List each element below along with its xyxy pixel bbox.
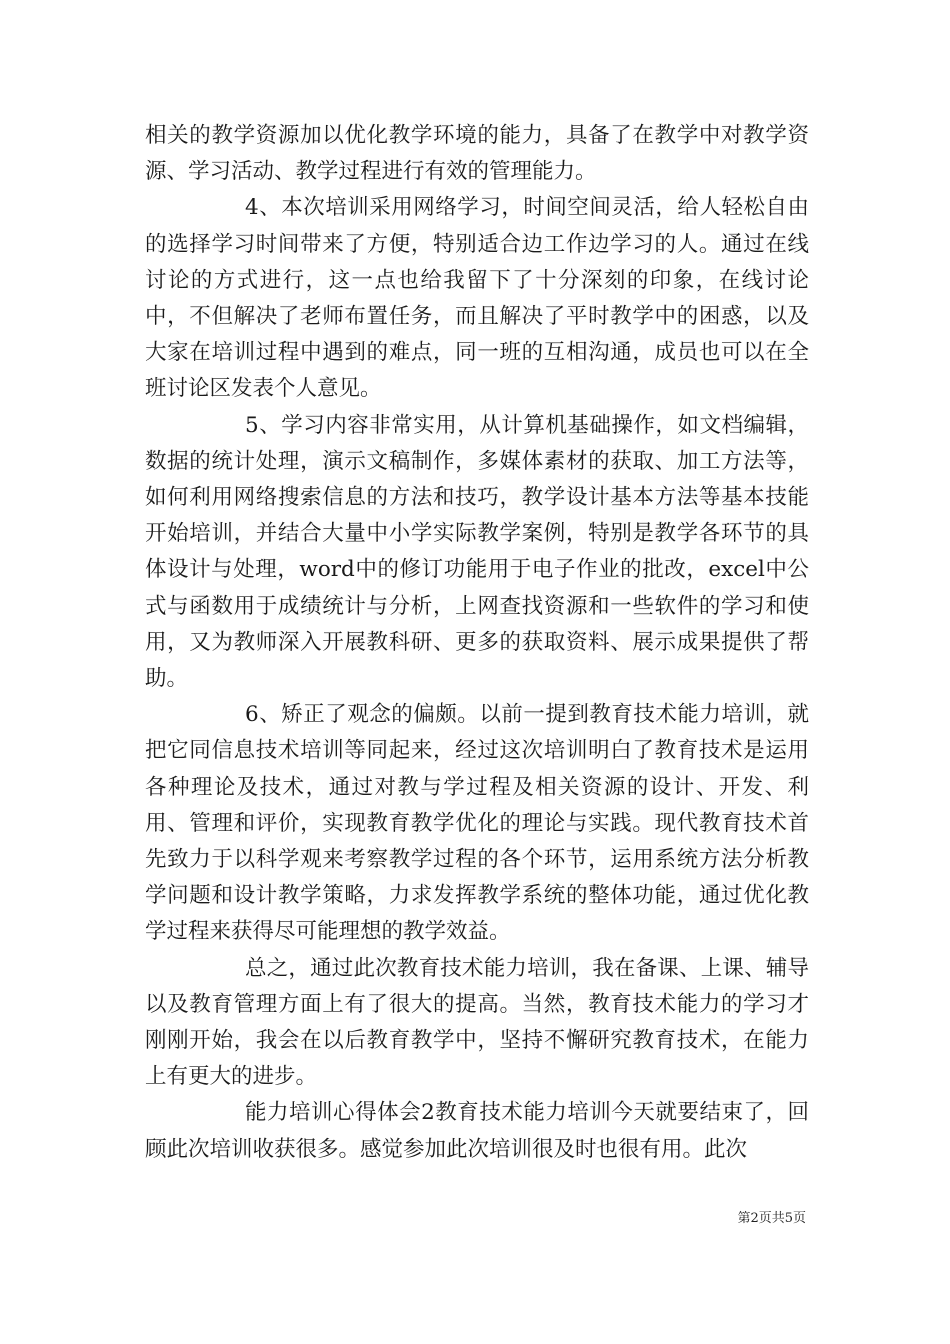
paragraph: 6、矫正了观念的偏颇。以前一提到教育技术能力培训，就把它同信息技术培训等同起来，经过这次培训明白了教育技术是运用各种理论及技术，通过对教与学过程及相关资源的设计、开发、利用、管理和评价，实现教育教学优化的理论与实践。现代教育技术首先致力于以科学观来考察教学过程的各个环节，运用系统方法分析教学问题和设计教学策略，力求发挥教学系统的整体功能，通过优化教学过程来获得尽可能理想的教学效益。 [145,702,809,945]
paragraph: 能力培训心得体会2教育技术能力培训今天就要结束了，回顾此次培训收获很多。感觉参加此次培训很及时也很有用。此次 [145,1100,809,1162]
page-number: 第2页共5页 [737,1211,806,1226]
document-body [145,118,809,1168]
paragraph: 4、本次培训采用网络学习，时间空间灵活，给人轻松自由的选择学习时间带来了方便，特别适合边工作边学习的人。通过在线讨论的方式进行，这一点也给我留下了十分深刻的印象，在线讨论中，不但解决了老师布置任务，而且解决了平时教学中的困惑，以及大家在培训过程中遇到的难点，同一班的互相沟通，成员也可以在全班讨论区发表个人意见。 [145,195,809,402]
paragraph: 总之，通过此次教育技术能力培训，我在备课、上课、辅导以及教育管理方面上有了很大的提高。当然，教育技术能力的学习才刚刚开始，我会在以后教育教学中，坚持不懈研究教育技术，在能力上有更大的进步。 [145,955,809,1090]
paragraph: 相关的教学资源加以优化教学环境的能力，具备了在教学中对教学资源、学习活动、教学过程进行有效的管理能力。 [145,123,809,185]
paragraph: 5、学习内容非常实用，从计算机基础操作，如文档编辑，数据的统计处理，演示文稿制作，多媒体素材的获取、加工方法等，如何利用网络搜索信息的方法和技巧，教学设计基本方法等基本技能开始培训，并结合大量中小学实际教学案例，特别是教学各环节的具体设计与处理，word中的修订功能用于电子作业的批改，excel中公式与函数用于成绩统计与分析，上网查找资源和一些软件的学习和使用，又为教师深入开展教科研、更多的获取资料、展示成果提供了帮助。 [145,412,809,692]
